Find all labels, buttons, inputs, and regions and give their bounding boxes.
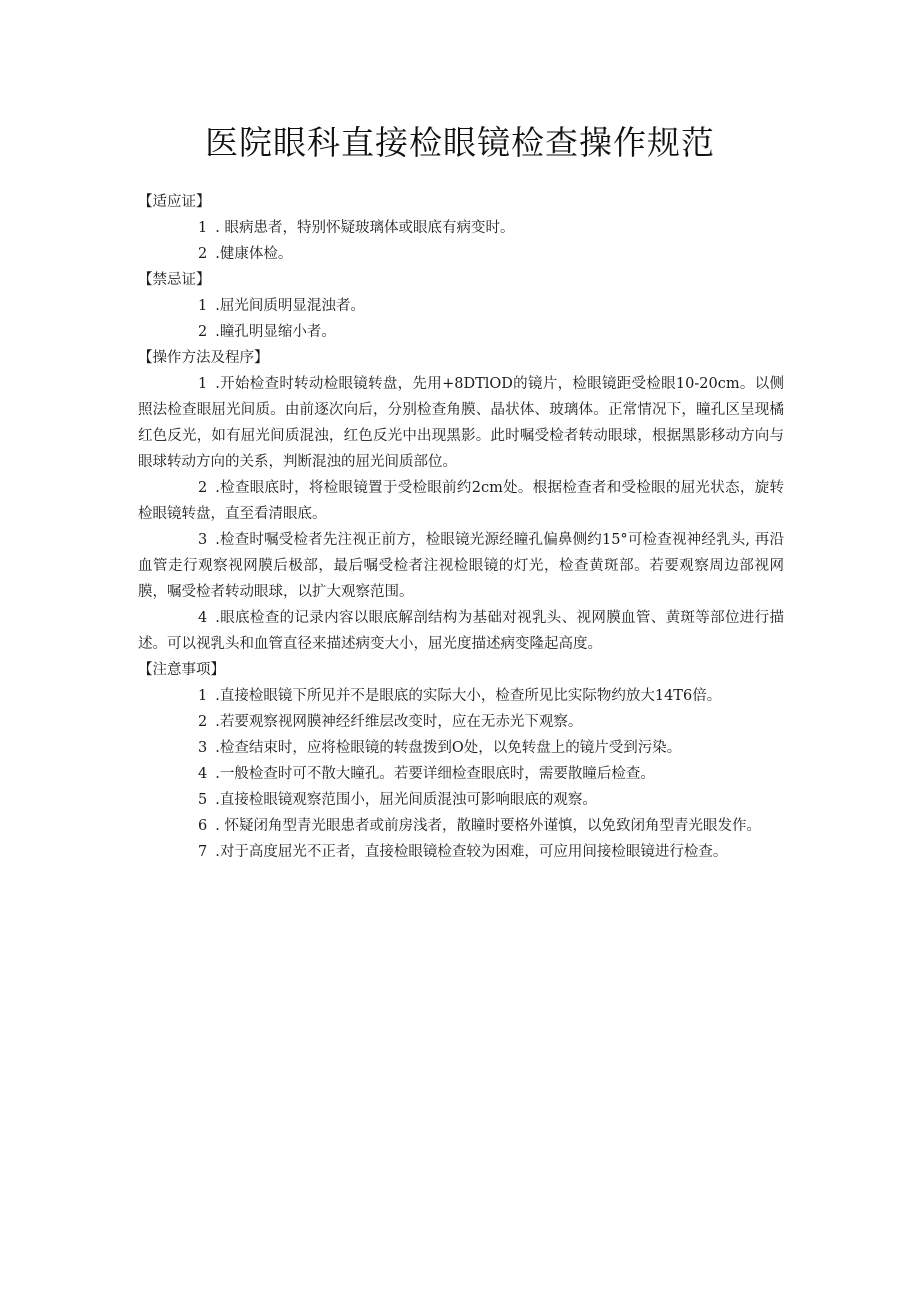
item-number: 2 xyxy=(198,480,208,496)
item-text: . 眼病患者，特别怀疑玻璃体或眼底有病变时。 xyxy=(215,220,515,236)
list-item xyxy=(138,371,784,475)
item-number: 4 xyxy=(198,610,208,626)
item-text: . 怀疑闭角型青光眼患者或前房浅者，散瞳时要格外谨慎，以免致闭角型青光眼发作。 xyxy=(215,818,761,834)
item-number: 2 xyxy=(198,324,208,340)
item-text: .一般检查时可不散大瞳孔。若要详细检查眼底时，需要散瞳后检查。 xyxy=(215,766,655,782)
list-item xyxy=(138,709,784,735)
item-number: 1 xyxy=(198,376,208,392)
item-number: 3 xyxy=(198,532,208,548)
list-item xyxy=(138,215,784,241)
item-number: 1 xyxy=(198,298,208,314)
list-item xyxy=(138,241,784,267)
section-heading-procedure: 【操作方法及程序】 xyxy=(138,350,269,366)
list-item xyxy=(138,605,784,657)
list-item xyxy=(138,293,784,319)
list-item xyxy=(138,527,784,605)
item-text: .直接检眼镜下所见并不是眼底的实际大小，检查所见比实际物约放大14T6倍。 xyxy=(215,688,722,704)
item-text: .检查结束时，应将检眼镜的转盘拨到O处，以免转盘上的镜片受到污染。 xyxy=(215,740,682,756)
list-item xyxy=(138,319,784,345)
item-number: 2 xyxy=(198,714,208,730)
list-item xyxy=(138,475,784,527)
list-item xyxy=(138,761,784,787)
item-text: .开始检查时转动检眼镜转盘，先用+8DTlOD的镜片，检眼镜距受检眼10-20cm。以侧照法检查眼屈光间质。由前逐次向后，分别检查角膜、晶状体、玻璃体。正常情况下，瞳孔区呈现橘红色反光，如有屈光间质混浊，红色反光中出现黑影。此时嘱受检者转动眼球，根据黑影移动方向与眼球转动方向的关系，判断混浊的屈光间质部位。 xyxy=(138,376,784,470)
item-number: 7 xyxy=(198,844,208,860)
list-item xyxy=(138,787,784,813)
section-heading-notes: 【注意事项】 xyxy=(138,662,225,678)
item-number: 4 xyxy=(198,766,208,782)
item-text: .眼底检查的记录内容以眼底解剖结构为基础对视乳头、视网膜血管、黄斑等部位进行描述。可以视乳头和血管直径来描述病变大小，屈光度描述病变隆起高度。 xyxy=(138,610,784,652)
item-text: .检查时嘱受检者先注视正前方，检眼镜光源经瞳孔偏鼻侧约15°可检查视神经乳头, 再沿血管走行观察视网膜后极部，最后嘱受检者注视检眼镜的灯光，检查黄斑部。若要观察周边部视网膜，嘱受检者转动眼球，以扩大观察范围。 xyxy=(138,532,784,600)
item-number: 1 xyxy=(198,688,208,704)
page-title: 医院眼科直接检眼镜检查操作规范 xyxy=(205,123,715,162)
list-item xyxy=(138,735,784,761)
item-text: .若要观察视网膜神经纤维层改变时，应在无赤光下观察。 xyxy=(215,714,583,730)
item-text: .瞳孔明显缩小者。 xyxy=(215,324,336,340)
item-number: 5 xyxy=(198,792,208,808)
list-item xyxy=(138,813,784,839)
item-number: 6 xyxy=(198,818,208,834)
list-item xyxy=(138,683,784,709)
item-number: 2 xyxy=(198,246,208,262)
item-text: .对于高度屈光不正者，直接检眼镜检查较为困难，可应用间接检眼镜进行检查。 xyxy=(215,844,728,860)
document-body xyxy=(138,189,784,865)
item-text: .屈光间质明显混浊者。 xyxy=(215,298,365,314)
section-heading-contraindications: 【禁忌证】 xyxy=(138,272,211,288)
list-item xyxy=(138,839,784,865)
item-text: .检查眼底时，将检眼镜置于受检眼前约2cm处。根据检查者和受检眼的屈光状态，旋转检眼镜转盘，直至看清眼底。 xyxy=(138,480,784,522)
item-number: 3 xyxy=(198,740,208,756)
item-text: .健康体检。 xyxy=(215,246,293,262)
section-heading-indications: 【适应证】 xyxy=(138,194,211,210)
item-number: 1 xyxy=(198,220,208,236)
item-text: .直接检眼镜观察范围小，屈光间质混浊可影响眼底的观察。 xyxy=(215,792,597,808)
